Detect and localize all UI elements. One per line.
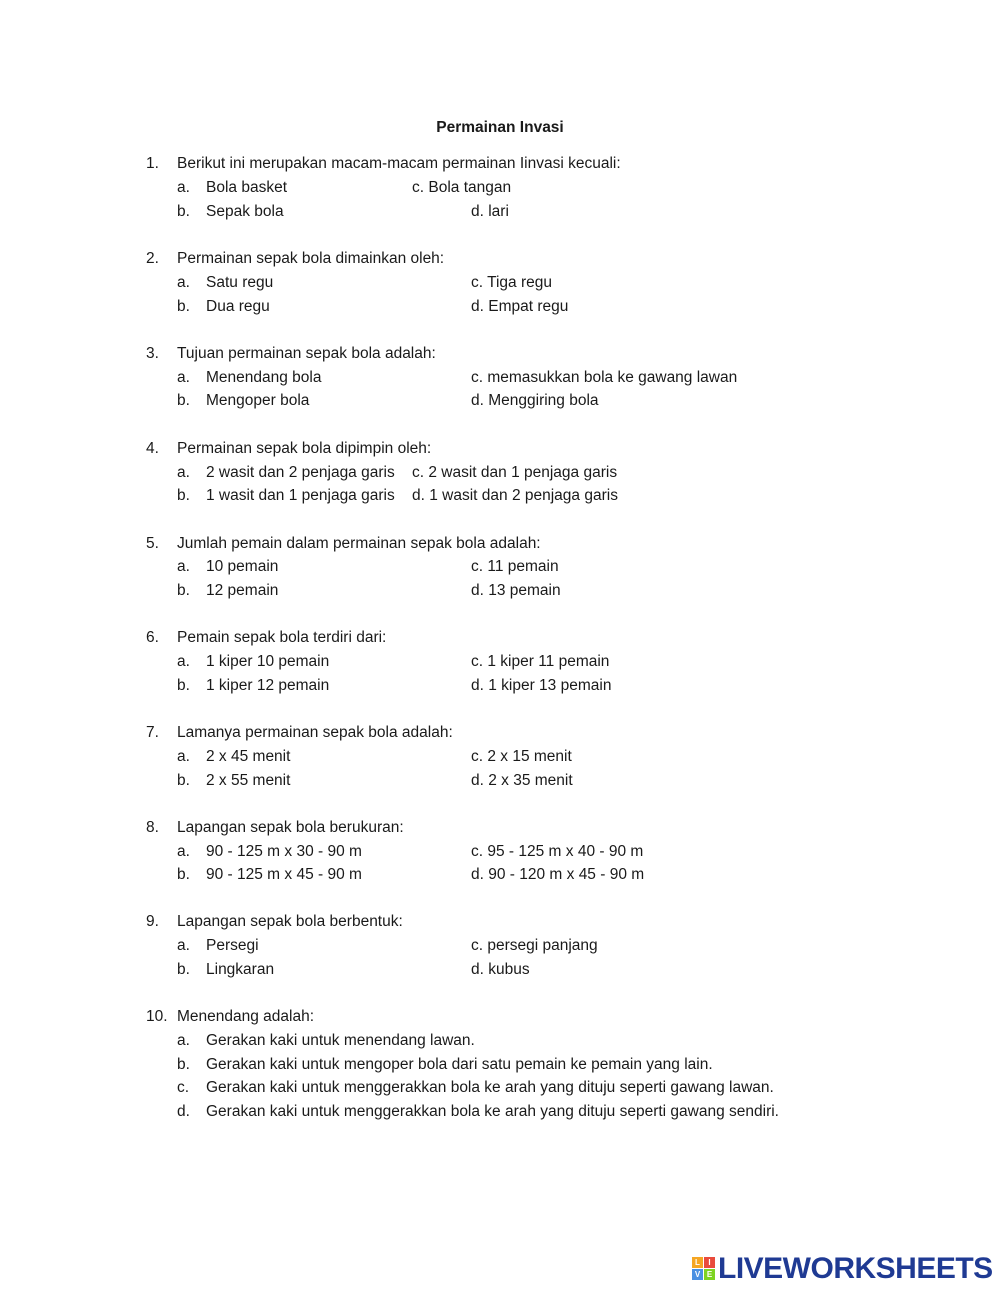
option-d: d. Empat regu	[471, 298, 569, 315]
question-number: 3.	[146, 345, 159, 362]
option-b: 2 x 55 menit	[206, 772, 291, 789]
option-letter: b.	[177, 772, 190, 789]
option-letter: a.	[177, 843, 190, 860]
option-letter: b.	[177, 866, 190, 883]
option-c: c. 11 pemain	[471, 558, 559, 575]
question-stem: Lamanya permainan sepak bola adalah:	[177, 724, 453, 741]
option-c: c. 2 wasit dan 1 penjaga garis	[412, 464, 618, 481]
option-b: Sepak bola	[206, 203, 284, 220]
option-a: Bola basket	[206, 179, 287, 196]
question-number: 6.	[146, 629, 159, 646]
question-number: 2.	[146, 250, 159, 267]
logo-mark-letter: I	[704, 1257, 715, 1268]
option-letter: c.	[177, 1079, 190, 1096]
option-b: Gerakan kaki untuk mengoper bola dari satu pemain ke pemain yang lain.	[206, 1056, 713, 1073]
logo-mark-letter: E	[704, 1269, 715, 1280]
option-b: 90 - 125 m x 45 - 90 m	[206, 866, 362, 883]
option-c: c. Tiga regu	[471, 274, 552, 291]
question-stem: Menendang adalah:	[177, 1008, 315, 1025]
question-stem: Permainan sepak bola dimainkan oleh:	[177, 250, 445, 267]
option-d: d. Menggiring bola	[471, 392, 599, 409]
option-d: d. 2 x 35 menit	[471, 772, 573, 789]
option-letter: b.	[177, 961, 190, 978]
question-stem: Jumlah pemain dalam permainan sepak bola adalah:	[177, 535, 541, 552]
option-letter: a.	[177, 464, 190, 481]
option-b: Mengoper bola	[206, 392, 310, 409]
logo-mark-letter: L	[692, 1257, 703, 1268]
question-number: 8.	[146, 819, 159, 836]
option-d: d. 1 kiper 13 pemain	[471, 677, 612, 694]
option-letter: b.	[177, 677, 190, 694]
option-letter: d.	[177, 1103, 190, 1120]
option-c: c. memasukkan bola ke gawang lawan	[471, 369, 738, 386]
option-letter: a.	[177, 179, 190, 196]
option-letter: b.	[177, 392, 190, 409]
option-c: c. 2 x 15 menit	[471, 748, 572, 765]
option-d: d. 90 - 120 m x 45 - 90 m	[471, 866, 645, 883]
question-number: 4.	[146, 440, 159, 457]
option-b: Lingkaran	[206, 961, 275, 978]
option-c: c. persegi panjang	[471, 937, 598, 954]
option-letter: a.	[177, 274, 190, 291]
option-c: c. Bola tangan	[412, 179, 512, 196]
option-a: Gerakan kaki untuk menendang lawan.	[206, 1032, 475, 1049]
option-letter: b.	[177, 582, 190, 599]
question-number: 7.	[146, 724, 159, 741]
option-letter: b.	[177, 1056, 190, 1073]
option-d: d. 1 wasit dan 2 penjaga garis	[412, 487, 618, 504]
option-c: c. 95 - 125 m x 40 - 90 m	[471, 843, 644, 860]
question-stem: Lapangan sepak bola berbentuk:	[177, 913, 403, 930]
option-d: d. lari	[471, 203, 509, 220]
option-c: Gerakan kaki untuk menggerakkan bola ke arah yang dituju seperti gawang lawan.	[206, 1079, 774, 1096]
liveworksheets-logo[interactable]	[692, 1252, 993, 1286]
question-number: 5.	[146, 535, 159, 552]
option-letter: a.	[177, 653, 190, 670]
page-title: Permainan Invasi	[436, 119, 564, 136]
option-a: Satu regu	[206, 274, 274, 291]
option-d: d. kubus	[471, 961, 530, 978]
option-letter: a.	[177, 937, 190, 954]
option-letter: b.	[177, 298, 190, 315]
question-stem: Berikut ini merupakan macam-macam permainan Iinvasi kecuali:	[177, 155, 621, 172]
option-a: 1 kiper 10 pemain	[206, 653, 330, 670]
option-a: 2 x 45 menit	[206, 748, 291, 765]
question-stem: Pemain sepak bola terdiri dari:	[177, 629, 387, 646]
option-d: d. 13 pemain	[471, 582, 561, 599]
question-stem: Permainan sepak bola dipimpin oleh:	[177, 440, 432, 457]
option-b: 1 wasit dan 1 penjaga garis	[206, 487, 395, 504]
logo-mark-letter: V	[692, 1269, 703, 1280]
option-a: Menendang bola	[206, 369, 322, 386]
logo-text: LIVEWORKSHEETS	[718, 1252, 993, 1285]
option-a: 2 wasit dan 2 penjaga garis	[206, 464, 395, 481]
question-stem: Lapangan sepak bola berukuran:	[177, 819, 404, 836]
option-letter: a.	[177, 558, 190, 575]
option-c: c. 1 kiper 11 pemain	[471, 653, 610, 670]
option-b: 1 kiper 12 pemain	[206, 677, 330, 694]
option-a: 90 - 125 m x 30 - 90 m	[206, 843, 362, 860]
question-number: 1.	[146, 155, 159, 172]
option-letter: a.	[177, 369, 190, 386]
option-b: Dua regu	[206, 298, 270, 315]
option-a: Persegi	[206, 937, 259, 954]
option-a: 10 pemain	[206, 558, 279, 575]
option-d: Gerakan kaki untuk menggerakkan bola ke arah yang dituju seperti gawang sendiri.	[206, 1103, 779, 1120]
question-number: 9.	[146, 913, 159, 930]
option-letter: a.	[177, 748, 190, 765]
question-number: 10.	[146, 1008, 168, 1025]
logo-mark-icon	[692, 1257, 716, 1281]
option-letter: b.	[177, 487, 190, 504]
option-letter: b.	[177, 203, 190, 220]
option-letter: a.	[177, 1032, 190, 1049]
option-b: 12 pemain	[206, 582, 279, 599]
question-stem: Tujuan permainan sepak bola adalah:	[177, 345, 436, 362]
